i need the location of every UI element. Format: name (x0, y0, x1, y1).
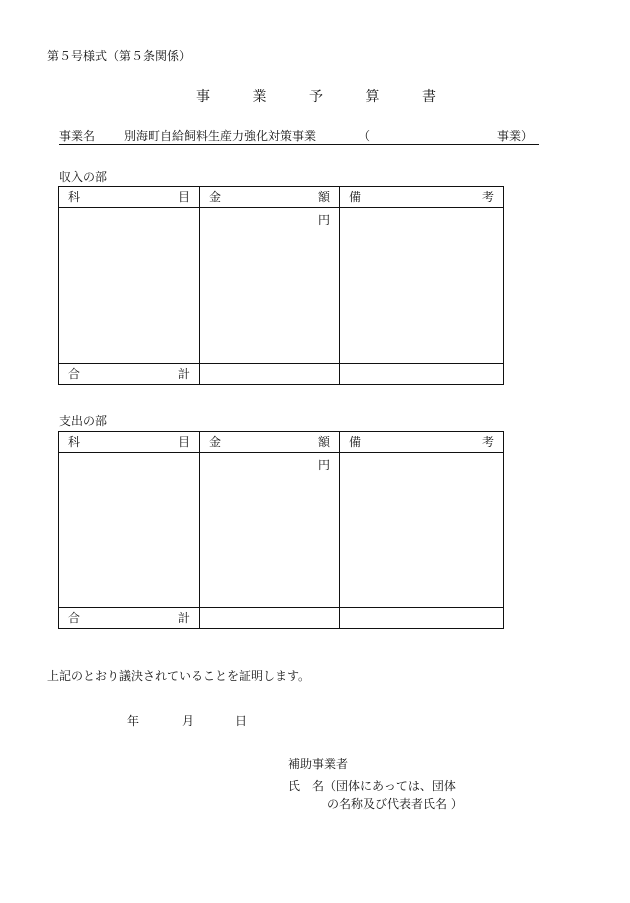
income-header-row (59, 187, 504, 208)
title-char-1: 事 (196, 89, 210, 105)
expenditure-amount-cell[interactable] (200, 453, 340, 608)
income-table (58, 186, 504, 385)
expenditure-header-row (59, 432, 504, 453)
expenditure-yen-unit: 円 (317, 458, 330, 472)
income-header-amount: 金 額 (200, 187, 340, 208)
name-note-line2: の名称及び代表者氏名 ） (327, 797, 463, 811)
expenditure-subject-cell[interactable] (59, 453, 200, 608)
income-total-row (59, 364, 504, 385)
title-char-3: 予 (309, 89, 323, 105)
expenditure-header-remarks: 備 考 (340, 432, 504, 453)
income-yen-unit: 円 (317, 213, 330, 227)
date-year-label: 年 (127, 714, 140, 728)
project-paren-open: （ (358, 129, 371, 143)
name-label: 氏 名 (288, 779, 325, 793)
expenditure-total-row (59, 608, 504, 629)
expenditure-header-amount: 金 額 (200, 432, 340, 453)
certification-statement: 上記のとおり議決されていることを証明します。 (47, 669, 311, 683)
date-month-label: 月 (182, 714, 195, 728)
income-subject-cell[interactable] (59, 208, 200, 364)
title-char-4: 算 (365, 89, 380, 105)
income-total-amount-cell[interactable] (200, 364, 340, 385)
project-name: 別海町自給飼料生産力強化対策事業 (124, 129, 317, 143)
date-day-label: 日 (235, 714, 248, 728)
income-total-label: 合 計 (59, 364, 200, 385)
income-section-label: 収入の部 (59, 170, 108, 184)
income-remarks-cell[interactable] (340, 208, 504, 364)
expenditure-section-label: 支出の部 (59, 414, 108, 428)
project-label: 事業名 (59, 129, 96, 143)
expenditure-table (58, 431, 504, 629)
applicant-title: 補助事業者 (288, 757, 349, 771)
applicant-name-label (288, 777, 456, 794)
project-suffix: 事業） (497, 129, 534, 143)
expenditure-total-label: 合 計 (59, 608, 200, 629)
form-number: 第５号様式（第５条関係） (47, 49, 192, 63)
project-name-row (59, 127, 539, 145)
income-total-remarks-cell[interactable] (340, 364, 504, 385)
name-note-line1: （団体にあっては、団体 (324, 779, 456, 793)
expenditure-remarks-cell[interactable] (340, 453, 504, 608)
expenditure-total-amount-cell[interactable] (200, 608, 340, 629)
title-char-2: 業 (252, 89, 267, 105)
income-header-remarks: 備 考 (340, 187, 504, 208)
income-amount-cell[interactable] (200, 208, 340, 364)
expenditure-total-remarks-cell[interactable] (340, 608, 504, 629)
income-header-subject: 科 目 (59, 187, 200, 208)
document-title (196, 86, 436, 106)
expenditure-body-row (59, 453, 504, 608)
title-char-5: 書 (422, 89, 436, 105)
expenditure-header-subject: 科 目 (59, 432, 200, 453)
income-body-row (59, 208, 504, 364)
